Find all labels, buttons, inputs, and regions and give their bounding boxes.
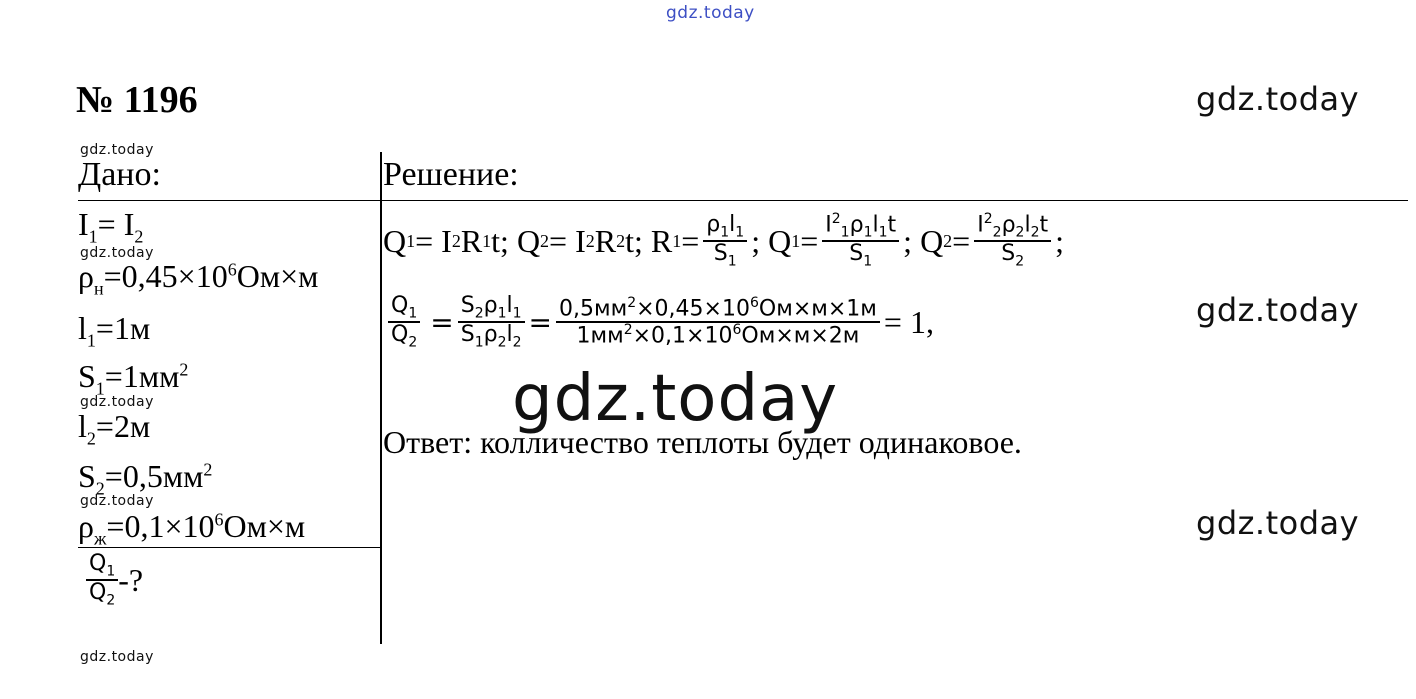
given-length-2: $l_2=2м$ [78, 408, 151, 449]
vertical-divider [380, 152, 382, 644]
watermark-small-1: gdz.today [80, 142, 154, 158]
watermark-small-2: gdz.today [80, 245, 154, 261]
given-resistivity-iron: $\rho_ж=0,1\times 10^6Ом\times м$ [78, 508, 306, 549]
given-header: Дано: [78, 156, 161, 193]
given-length-1: $l_1=1м$ [78, 310, 151, 351]
watermark-small-3: gdz.today [80, 394, 154, 410]
fraction-q2: $\frac{I^2_2\rho_2l_2t}{S_2}$ [974, 212, 1051, 270]
watermark-right-2: gdz.today [1196, 291, 1360, 329]
given-area-2: $S_2=0,5мм^2$ [78, 458, 213, 499]
fraction-ratio-q: $\frac{Q_1}{Q_2}$ [388, 294, 420, 351]
problem-title: № 1196 [76, 79, 198, 121]
watermark-top: gdz.today [666, 3, 755, 23]
solution-formulas: Q 1 = I 2 R 1 t; Q 2 = I 2 R 2 t; R 1 = $\frac{\rho_1l_1}{S_1}$ ; Q 1 = $\frac{I^2_1\rho_1l_1t}{S_1}$ ; Q 2 = $\frac{I^2_2\rho_2l_2t}{S_2}$ ; [383, 211, 1065, 270]
watermark-small-5: gdz.today [80, 649, 154, 665]
given-area-1: $S_1=1мм^2$ [78, 358, 189, 399]
watermark-big: gdz.today [512, 362, 839, 436]
solution-ratio: $\frac{Q_1}{Q_2}$ = $\frac{S_2\rho_1l_1}{S_1\rho_2l_2}$ = $\frac{0,5мм^2\times 0,45\times 10^6Ом\times м\times 1м}{1мм^2\times 0,1\times 10^6Ом\times м\times 2м}$ = 1, [388, 294, 934, 351]
fraction-ratio-values: $\frac{0,5мм^2\times 0,45\times 10^6Ом\times м\times 1м}{1мм^2\times 0,1\times 10^6Ом\times м\times 2м}$ [556, 296, 880, 348]
fraction-ratio-formula: $\frac{S_2\rho_1l_1}{S_1\rho_2l_2}$ [458, 294, 525, 351]
fraction-q1: $\frac{I^2_1\rho_1l_1t}{S_1}$ [822, 212, 899, 270]
answer-text: Ответ: колличество теплоты будет одинаковое. [383, 424, 1022, 460]
given-current-equality: $I_1= I_2$ [78, 206, 144, 247]
watermark-right-3: gdz.today [1196, 504, 1360, 542]
header-divider [78, 200, 1408, 201]
fraction-r1: $\frac{\rho_1l_1}{S_1}$ [703, 213, 747, 270]
watermark-small-4: gdz.today [80, 493, 154, 509]
solution-header: Решение: [383, 156, 519, 193]
find-ratio: $\frac{Q_1}{Q_2}$ -? [86, 552, 143, 609]
given-resistivity-nichrome: $\rho_н=0,45\times 10^6Ом\times м$ [78, 258, 319, 299]
watermark-right-1: gdz.today [1196, 80, 1360, 118]
